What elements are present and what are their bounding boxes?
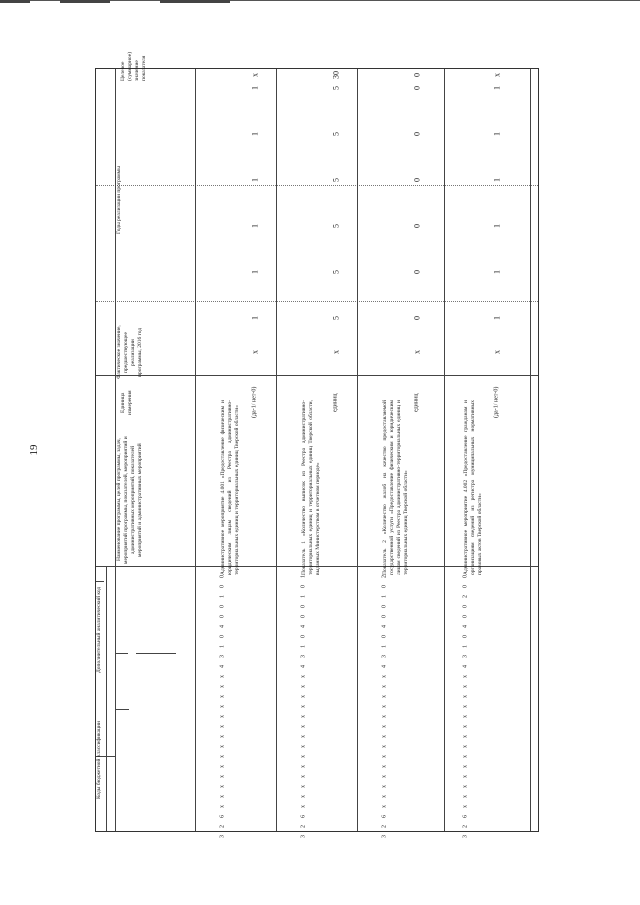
row-code: 3 xyxy=(462,655,469,659)
row-year-value: 5 xyxy=(331,270,341,274)
row-base: х xyxy=(331,350,341,355)
row-year-value: 1 xyxy=(492,178,502,182)
header-divider xyxy=(116,653,128,654)
row-code: 4 xyxy=(381,665,388,669)
row-code: 0 xyxy=(300,605,307,609)
row-year-value: 1 xyxy=(250,132,260,136)
row-code: 0 xyxy=(462,585,469,589)
row-code: 4 xyxy=(300,625,307,629)
row-code: х xyxy=(462,735,469,739)
row-code: х xyxy=(300,755,307,759)
row-name: Показатель 1 «Количество выписок из Реестра административно-территориальных единиц и территориальных единиц Тверской области, выданных Министерством в отчетном периоде» xyxy=(301,400,321,575)
page-number: 19 xyxy=(28,444,40,456)
row-code: 6 xyxy=(462,815,469,819)
row-code: 4 xyxy=(462,665,469,669)
row-code: 1 xyxy=(300,595,307,599)
row-year-value: 0 xyxy=(412,316,422,320)
row-code: х xyxy=(219,795,226,799)
row-year-value: 1 xyxy=(250,316,260,320)
row-code: 3 xyxy=(219,655,226,659)
row-code: 0 xyxy=(300,615,307,619)
row-code: х xyxy=(300,705,307,709)
row-code: 0 xyxy=(381,615,388,619)
row-code: 3 xyxy=(381,835,388,839)
row-code: 2 xyxy=(219,825,226,829)
row-code: 0 xyxy=(300,585,307,589)
scan-mark xyxy=(160,0,230,3)
header-divider xyxy=(136,653,176,654)
row-name: Административное мероприятие 4.001 «Предоставление физическим и юридическим лицам сведений из Реестра административно-территориальных единиц и территориальных единиц Тверской области» xyxy=(220,400,240,575)
years-header: Годы реализации программы xyxy=(116,166,122,234)
row-code: х xyxy=(381,725,388,729)
row-code: 0 xyxy=(219,585,226,589)
row-code: х xyxy=(300,785,307,789)
row-code: х xyxy=(219,775,226,779)
row-code: 2 xyxy=(462,595,469,599)
row-code: х xyxy=(381,805,388,809)
row-code: х xyxy=(300,675,307,679)
row-code: х xyxy=(300,745,307,749)
row-code: х xyxy=(300,805,307,809)
header-divider xyxy=(116,709,129,710)
row-code: х xyxy=(381,765,388,769)
scan-mark xyxy=(60,0,110,3)
row-code: х xyxy=(300,795,307,799)
row-code: х xyxy=(219,765,226,769)
row-code: 4 xyxy=(300,665,307,669)
row-code: 1 xyxy=(300,575,307,579)
row-code: 6 xyxy=(381,815,388,819)
row-code: х xyxy=(381,685,388,689)
row-code: х xyxy=(219,685,226,689)
row-code: х xyxy=(300,715,307,719)
base-header: Фактическое значение, предшествующее реализации программы, 2016 год xyxy=(116,325,143,380)
extra-code-header: Дополнительный аналитический код xyxy=(96,586,102,674)
row-code: х xyxy=(462,725,469,729)
row-code: 1 xyxy=(219,595,226,599)
row-year-value: 1 xyxy=(250,178,260,182)
row-code: 0 xyxy=(219,605,226,609)
row-code: х xyxy=(462,805,469,809)
row-target: 30 xyxy=(331,71,341,79)
row-unit: (да-1/ нет-0) xyxy=(251,386,258,419)
row-base: х xyxy=(492,350,502,355)
row-code: 0 xyxy=(219,615,226,619)
row-unit: единиц xyxy=(332,393,339,412)
row-code: х xyxy=(462,715,469,719)
row-code: х xyxy=(219,745,226,749)
budget-codes-header: Коды бюджетной классификации xyxy=(96,721,102,799)
row-code: х xyxy=(300,735,307,739)
row-target: х xyxy=(250,73,260,77)
row-year-value: 0 xyxy=(412,178,422,182)
row-code: х xyxy=(381,675,388,679)
row-code: х xyxy=(381,795,388,799)
row-code: 1 xyxy=(219,645,226,649)
row-code: х xyxy=(219,705,226,709)
row-code: 4 xyxy=(219,625,226,629)
row-year-value: 1 xyxy=(250,224,260,228)
row-code: 0 xyxy=(462,575,469,579)
row-code: 0 xyxy=(381,585,388,589)
row-code: 2 xyxy=(300,825,307,829)
row-code: х xyxy=(381,755,388,759)
row-code: х xyxy=(300,725,307,729)
row-code: х xyxy=(219,755,226,759)
row-code: х xyxy=(462,685,469,689)
row-code: х xyxy=(462,745,469,749)
row-code: 0 xyxy=(462,635,469,639)
row-code: х xyxy=(219,805,226,809)
row-code: х xyxy=(462,705,469,709)
row-code: х xyxy=(462,795,469,799)
row-year-value: 5 xyxy=(331,86,341,90)
row-code: х xyxy=(381,745,388,749)
row-year-value: 5 xyxy=(331,316,341,320)
row-name: Показатель 2 «Количество жалоб на качество предоставляемой государственной услуги «Предоставление физическим и юридическим лицам сведений из Реестра административно-территориальных единиц и территориальных единиц Тверской области» xyxy=(382,400,409,575)
row-target: х xyxy=(492,73,502,77)
row-year-value: 0 xyxy=(412,86,422,90)
row-year-value: 0 xyxy=(412,132,422,136)
row-code: 1 xyxy=(462,645,469,649)
name-header: Наименование программы, целей программы, задач, мероприятий программы, показателей, мероприятий и административных мероприятий, показателей мероприятий и административных мероприятий xyxy=(116,436,143,564)
row-code: 3 xyxy=(462,835,469,839)
row-code: х xyxy=(462,695,469,699)
row-code: 0 xyxy=(300,635,307,639)
row-code: 0 xyxy=(381,605,388,609)
row-year-value: 1 xyxy=(492,86,502,90)
row-year-value: 1 xyxy=(492,224,502,228)
row-base: х xyxy=(250,350,260,355)
row-year-value: 1 xyxy=(492,316,502,320)
row-name: Административное мероприятие 4.002 «Предоставление гражданам и организациям сведений из регистра муниципальных нормативных правовых актов Тверской области» xyxy=(463,400,483,575)
col-divider xyxy=(195,69,196,831)
row-code: х xyxy=(300,775,307,779)
row-code: х xyxy=(381,705,388,709)
row-code: 1 xyxy=(300,645,307,649)
row-code: 1 xyxy=(381,645,388,649)
row-code: 6 xyxy=(300,815,307,819)
row-code: х xyxy=(462,785,469,789)
row-code: х xyxy=(381,715,388,719)
row-base: х xyxy=(412,350,422,355)
row-year-value: 5 xyxy=(331,224,341,228)
row-year-value: 0 xyxy=(412,270,422,274)
row-code: х xyxy=(219,695,226,699)
row-code: 2 xyxy=(462,825,469,829)
row-code: 3 xyxy=(300,835,307,839)
row-code: 4 xyxy=(462,625,469,629)
row-code: х xyxy=(219,725,226,729)
row-code: х xyxy=(219,735,226,739)
row-code: 1 xyxy=(381,595,388,599)
row-code: 0 xyxy=(219,635,226,639)
row-year-value: 1 xyxy=(492,132,502,136)
row-code: х xyxy=(300,765,307,769)
row-code: х xyxy=(381,735,388,739)
row-code: 3 xyxy=(300,655,307,659)
row-year-value: 5 xyxy=(331,178,341,182)
row-year-value: 5 xyxy=(331,132,341,136)
row-code: 0 xyxy=(462,615,469,619)
row-code: 4 xyxy=(381,625,388,629)
row-unit: единиц xyxy=(413,393,420,412)
row-code: х xyxy=(381,775,388,779)
unit-header: Единица измерения xyxy=(120,390,133,415)
row-code: х xyxy=(462,675,469,679)
row-code: 3 xyxy=(219,835,226,839)
row-year-value: 1 xyxy=(492,270,502,274)
row-code: 2 xyxy=(381,825,388,829)
row-code: х xyxy=(219,715,226,719)
row-code: х xyxy=(219,675,226,679)
row-code: х xyxy=(300,685,307,689)
target-header: Целевое (суммарное) значение показателя xyxy=(120,51,147,81)
row-code: х xyxy=(381,695,388,699)
scan-mark xyxy=(0,0,30,3)
row-code: 3 xyxy=(381,655,388,659)
row-year-value: 0 xyxy=(412,224,422,228)
row-code: х xyxy=(300,695,307,699)
row-code: 2 xyxy=(381,575,388,579)
row-code: 0 xyxy=(381,635,388,639)
row-unit: (да-1/ нет-0) xyxy=(493,386,500,419)
row-code: 0 xyxy=(219,575,226,579)
row-code: 4 xyxy=(219,665,226,669)
row-code: х xyxy=(462,775,469,779)
row-code: 6 xyxy=(219,815,226,819)
row-code: 0 xyxy=(462,605,469,609)
row-code: х xyxy=(462,755,469,759)
row-code: х xyxy=(219,785,226,789)
row-year-value: 1 xyxy=(250,86,260,90)
row-code: х xyxy=(462,765,469,769)
row-code: х xyxy=(381,785,388,789)
row-year-value: 1 xyxy=(250,270,260,274)
row-target: 0 xyxy=(412,73,422,77)
